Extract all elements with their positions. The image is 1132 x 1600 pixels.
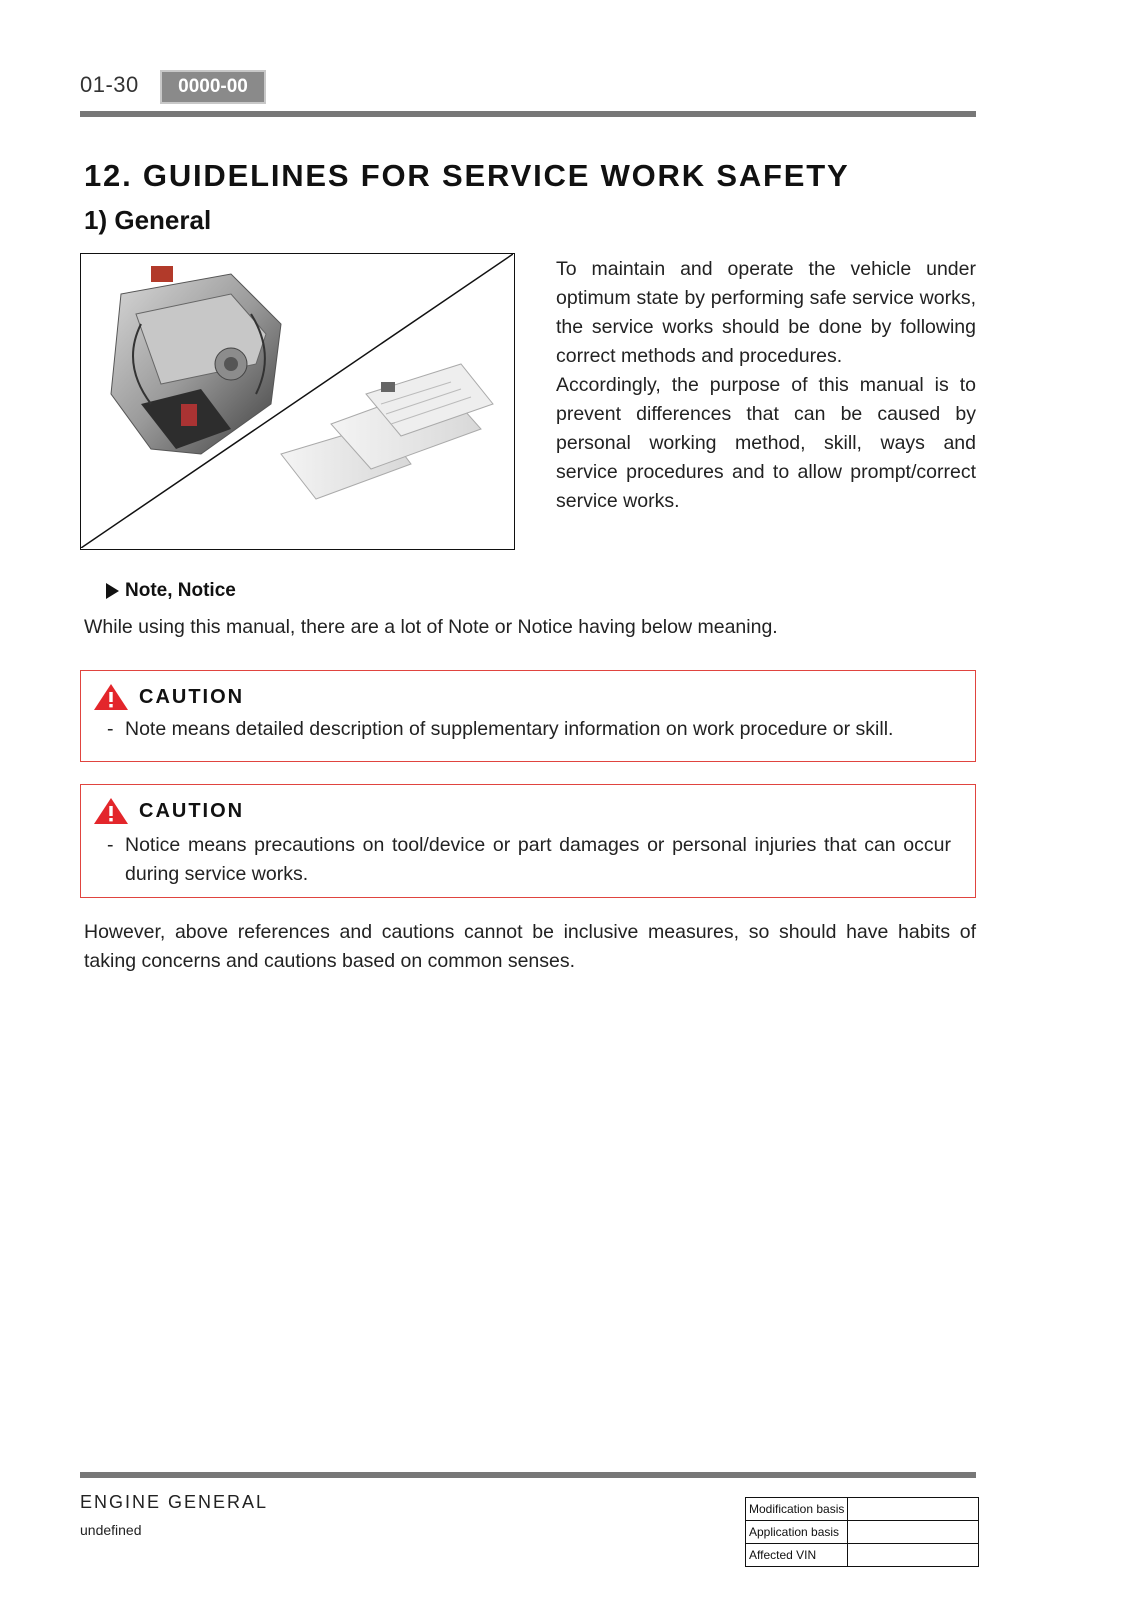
intro-text [556,255,976,516]
affected-vin-value [848,1544,979,1567]
caution-label: CAUTION [139,799,245,822]
caution-text: Note means detailed description of supplementary information on work procedure or skill. [125,718,894,740]
caution-dash: - [107,834,114,856]
table-row [746,1521,979,1544]
manual-picture [281,364,493,499]
footer-title: ENGINE GENERAL [80,1492,269,1512]
engine-manual-figure [80,253,515,550]
footer-rule [80,1472,976,1478]
application-basis-value [848,1521,979,1544]
header-rule [80,111,976,117]
caution-body [107,715,951,744]
note-heading-label: Note, Notice [125,580,236,601]
intro-paragraph-1: To maintain and operate the vehicle under optimum state by performing safe service works, the service works should be done by following correct methods and procedures. [556,258,976,367]
arrow-right-icon [106,583,119,599]
figure-illustration [81,254,513,548]
caution-dash: - [107,718,114,740]
section-code-badge: 0000-00 [160,70,266,104]
section-subtitle: 1) General [84,205,212,235]
warning-triangle-icon [93,683,129,711]
modification-basis-value [848,1498,979,1521]
modification-basis-label: Modification basis [746,1498,848,1521]
engine-picture [111,266,281,454]
page-number: 01-30 [80,72,139,97]
table-row [746,1498,979,1521]
closing-paragraph: However, above references and cautions cannot be inclusive measures, so should have habits of taking concerns and cautions based on common senses. [84,921,976,972]
caution-box-notice [80,784,976,898]
caution-body [107,831,951,889]
affected-vin-label: Affected VIN [746,1544,848,1567]
modification-table [745,1497,979,1567]
caution-header [93,797,244,825]
table-row [746,1544,979,1567]
caution-header [93,683,244,711]
note-text: While using this manual, there are a lot of Note or Notice having below meaning. [84,616,778,638]
application-basis-label: Application basis [746,1521,848,1544]
note-heading [106,580,236,602]
page-title: 12. GUIDELINES FOR SERVICE WORK SAFETY [84,158,850,193]
caution-label: CAUTION [139,685,245,708]
intro-paragraph-2: Accordingly, the purpose of this manual is to prevent differences that can be caused by personal working method, skill, ways and service procedures and to allow prompt/correct service works. [556,374,976,512]
footer-subtitle: undefined [80,1522,142,1538]
caution-box-note [80,670,976,762]
warning-triangle-icon [93,797,129,825]
caution-text: Notice means precautions on tool/device or part damages or personal injuries that can occur during service works. [125,834,951,885]
